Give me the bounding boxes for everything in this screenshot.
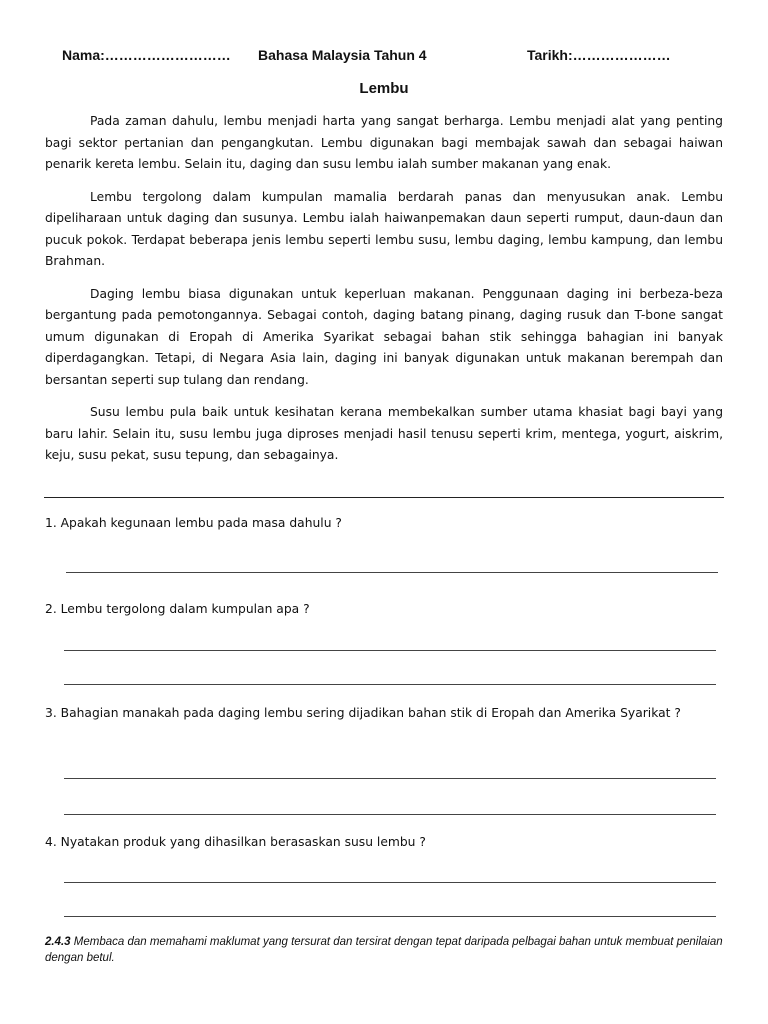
answer-line[interactable]	[64, 650, 716, 651]
standard-code: 2.4.3	[45, 936, 71, 948]
question-4: 4. Nyatakan produk yang dihasilkan berasaskan susu lembu ?	[45, 835, 426, 849]
passage-paragraph-3: Daging lembu biasa digunakan untuk keperluan makanan. Penggunaan daging ini berbeza-beza bergantung pada pemotongannya. Sebagai contoh, daging batang pinang, daging rusuk dan T-bone sangat umum digunakan di Eropah di Amerika Syarikat sebagai bahan stik sehingga bahagian ini banyak diperdagangkan. Tetapi, di Negara Asia lain, daging ini banyak digunakan untuk makanan berempah dan bersantan seperti sup tulang dan rendang.	[45, 286, 723, 387]
question-2: 2. Lembu tergolong dalam kumpulan apa ?	[45, 602, 310, 616]
reading-passage	[45, 111, 723, 467]
answer-line[interactable]	[64, 882, 716, 883]
standard-description: Membaca dan memahami maklumat yang tersurat dan tersirat dengan tepat daripada pelbagai bahan untuk membuat penilaian dengan betul.	[45, 936, 723, 964]
question-3: 3. Bahagian manakah pada daging lembu sering dijadikan bahan stik di Eropah dan Amerika Syarikat ?	[45, 706, 681, 720]
passage-paragraph-1: Pada zaman dahulu, lembu menjadi harta yang sangat berharga. Lembu menjadi alat yang penting bagi sektor pertanian dan pengangkutan. Lembu digunakan bagi membajak sawah dan sebagai haiwan penarik kereta lembu. Selain itu, daging dan susu lembu ialah sumber makanan yang enak.	[45, 114, 723, 171]
passage-paragraph-4: Susu lembu pula baik untuk kesihatan kerana membekalkan sumber utama khasiat bagi bayi yang baru lahir. Selain itu, susu lembu juga diproses menjadi hasil tenusu seperti krim, mentega, yogurt, aiskrim, keju, susu pekat, susu tepung, dan sebagainya.	[45, 405, 723, 462]
answer-line[interactable]	[64, 684, 716, 685]
date-field-label: Tarikh:…………………	[527, 47, 671, 63]
answer-line[interactable]	[64, 814, 716, 815]
answer-line[interactable]	[64, 778, 716, 779]
learning-standard-note	[45, 934, 725, 966]
page-title: Lembu	[359, 80, 409, 97]
answer-line[interactable]	[64, 916, 716, 917]
section-divider	[44, 497, 724, 498]
name-field-label: Nama:………………………	[62, 47, 231, 63]
question-1: 1. Apakah kegunaan lembu pada masa dahulu ?	[45, 516, 342, 530]
worksheet-header	[0, 47, 768, 67]
subject-label: Bahasa Malaysia Tahun 4	[258, 47, 427, 63]
answer-line[interactable]	[66, 572, 718, 573]
passage-paragraph-2: Lembu tergolong dalam kumpulan mamalia berdarah panas dan menyusukan anak. Lembu dipeliharaan untuk daging dan susunya. Lembu ialah haiwanpemakan daun seperti rumput, daun-daun dan pucuk pokok. Terdapat beberapa jenis lembu seperti lembu susu, lembu daging, lembu kampung, dan lembu Brahman.	[45, 189, 723, 268]
